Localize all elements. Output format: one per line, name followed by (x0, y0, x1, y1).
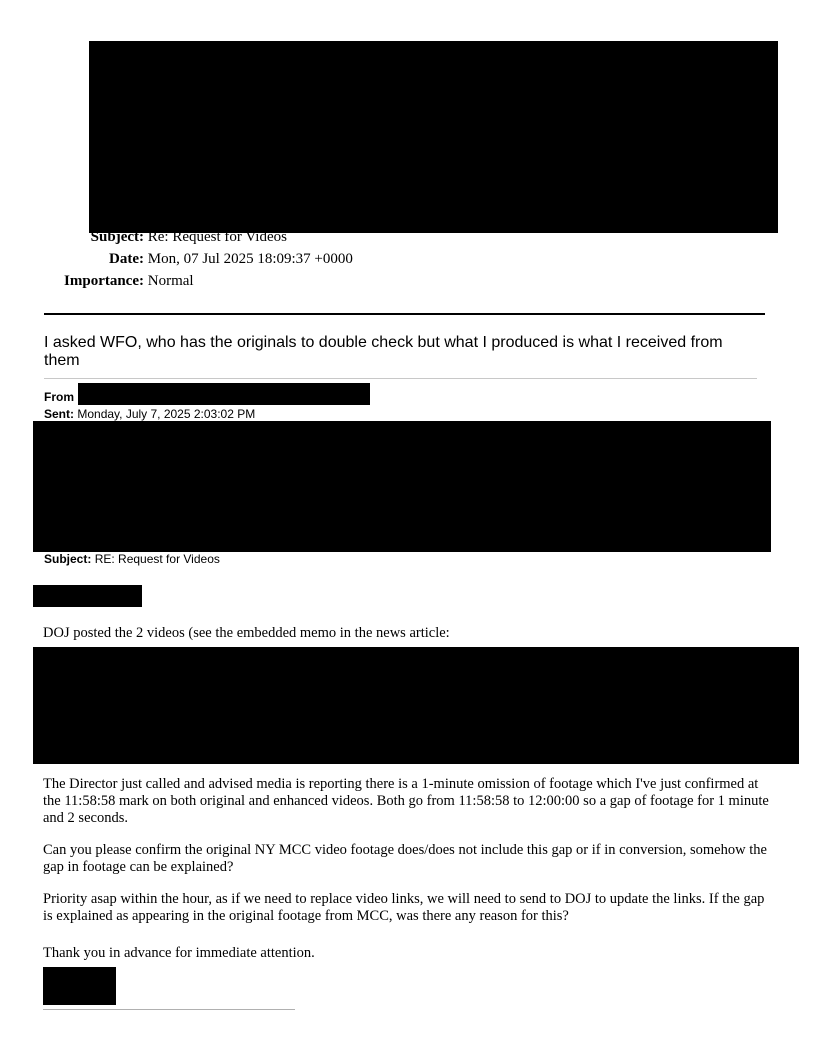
reply-body-text: I asked WFO, who has the originals to double check but what I produced is what I received from them (44, 334, 723, 369)
forward-subject-label: Subject: (44, 552, 92, 566)
message-paragraph-2: Can you please confirm the original NY MCC video footage does/does not include this gap or if in conversion, somehow the gap in footage can be explained? (43, 842, 767, 875)
redaction-block-article-link (33, 647, 799, 764)
header-importance-value: Normal (147, 273, 194, 289)
forward-subject-row (44, 552, 644, 566)
message-intro: DOJ posted the 2 videos (see the embedded memo in the news article: (43, 625, 450, 641)
header-date-value: Mon, 07 Jul 2025 18:09:37 +0000 (147, 251, 353, 267)
forward-subject-value: RE: Request for Videos (94, 552, 220, 566)
forward-from-label: From (44, 390, 74, 404)
header-subject-row (60, 229, 660, 246)
message-paragraph-4: Thank you in advance for immediate attention. (43, 945, 315, 961)
redaction-block-from (78, 383, 370, 405)
redaction-block-greeting (33, 585, 142, 607)
header-importance-row (60, 273, 660, 290)
header-subject-value: Re: Request for Videos (147, 229, 287, 245)
message-paragraph-1: The Director just called and advised media is reporting there is a 1-minute omission of footage which I've just confirmed at the 11:58:58 mark on both original and enhanced videos. Both go from 11:58:58 to 12:00:00 so a gap of footage for 1 minute and 2 seconds. (43, 776, 769, 826)
header-date-row (60, 251, 660, 268)
signature-divider (43, 1009, 295, 1010)
message-paragraph-3: Priority asap within the hour, as if we need to replace video links, we will need to send to DOJ to update the links. If the gap is explained as appearing in the original footage from MCC, was there any reason for this? (43, 891, 765, 924)
forward-sent-value: Monday, July 7, 2025 2:03:02 PM (77, 407, 256, 421)
header-importance-label: Importance: (64, 273, 144, 289)
header-subject-label: Subject: (90, 229, 144, 245)
redaction-block-signature (43, 967, 116, 1005)
header-divider (44, 313, 765, 315)
header-date-label: Date: (109, 251, 144, 267)
redaction-block-recipients (33, 421, 771, 552)
forward-sent-label: Sent: (44, 407, 74, 421)
forward-divider (44, 378, 757, 379)
redaction-block-header (89, 41, 778, 233)
forward-sent-row (44, 407, 644, 421)
